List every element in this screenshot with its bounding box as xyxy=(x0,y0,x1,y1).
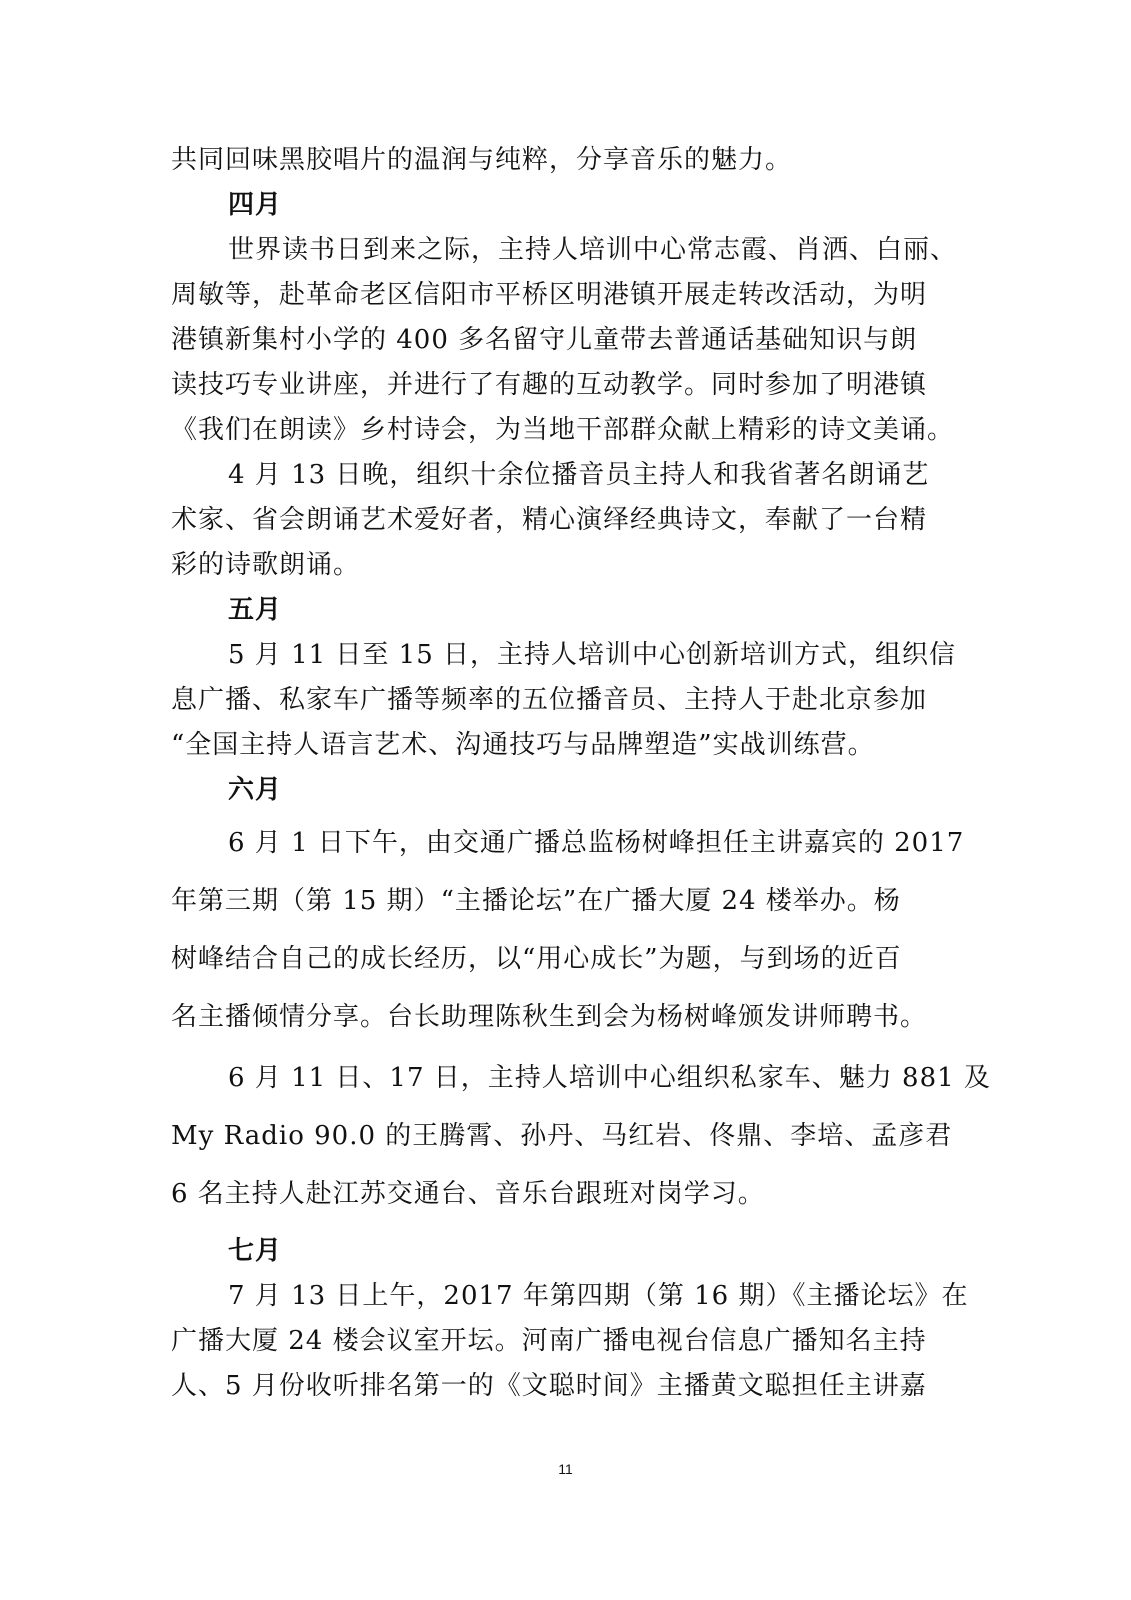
section-heading-june: 六月 xyxy=(228,775,283,805)
text-line: 彩的诗歌朗诵。 xyxy=(171,550,361,580)
text-line: 5 月 11 日至 15 日，主持人培训中心创新培训方式，组织信 xyxy=(228,640,957,670)
text-line: 6 月 11 日、17 日，主持人培训中心组织私家车、魅力 881 及 xyxy=(228,1063,991,1093)
text-line: 4 月 13 日晚，组织十余位播音员主持人和我省著名朗诵艺 xyxy=(228,460,930,490)
text-line: 人、5 月份收听排名第一的《文聪时间》主播黄文聪担任主讲嘉 xyxy=(171,1371,927,1401)
text-line: 读技巧专业讲座，并进行了有趣的互动教学。同时参加了明港镇 xyxy=(171,370,928,400)
text-line: 世界读书日到来之际，主持人培训中心常志霞、肖洒、白丽、 xyxy=(228,235,958,265)
text-line: 术家、省会朗诵艺术爱好者，精心演绎经典诗文，奉献了一台精 xyxy=(171,505,928,535)
section-heading-april: 四月 xyxy=(228,190,283,220)
text-line: 周敏等，赴革命老区信阳市平桥区明港镇开展走转改活动，为明 xyxy=(171,280,928,310)
page-number: 11 xyxy=(558,1461,573,1477)
text-line: 6 名主持人赴江苏交通台、音乐台跟班对岗学习。 xyxy=(171,1179,765,1209)
text-line: 港镇新集村小学的 400 多名留守儿童带去普通话基础知识与朗 xyxy=(171,325,918,355)
text-line: 《我们在朗读》乡村诗会，为当地干部群众献上精彩的诗文美诵。 xyxy=(171,415,955,445)
text-line: “全国主持人语言艺术、沟通技巧与品牌塑造”实战训练营。 xyxy=(171,730,875,760)
text-line: 广播大厦 24 楼会议室开坛。河南广播电视台信息广播知名主持 xyxy=(171,1326,927,1356)
text-line: 名主播倾情分享。台长助理陈秋生到会为杨树峰颁发讲师聘书。 xyxy=(171,1002,928,1032)
text-line: 共同回味黑胶唱片的温润与纯粹，分享音乐的魅力。 xyxy=(171,145,793,175)
text-line: 7 月 13 日上午，2017 年第四期（第 16 期）《主播论坛》在 xyxy=(228,1281,969,1311)
text-line: 年第三期（第 15 期）“主播论坛”在广播大厦 24 楼举办。杨 xyxy=(171,886,901,916)
text-line: 6 月 1 日下午，由交通广播总监杨树峰担任主讲嘉宾的 2017 xyxy=(228,828,965,858)
text-line: 息广播、私家车广播等频率的五位播音员、主持人于赴北京参加 xyxy=(171,685,928,715)
section-heading-may: 五月 xyxy=(228,595,283,625)
section-heading-july: 七月 xyxy=(228,1236,283,1266)
text-line: 树峰结合自己的成长经历，以“用心成长”为题，与到场的近百 xyxy=(171,944,902,974)
text-line: My Radio 90.0 的王腾霄、孙丹、马红岩、佟鼎、李培、孟彦君 xyxy=(171,1121,953,1151)
